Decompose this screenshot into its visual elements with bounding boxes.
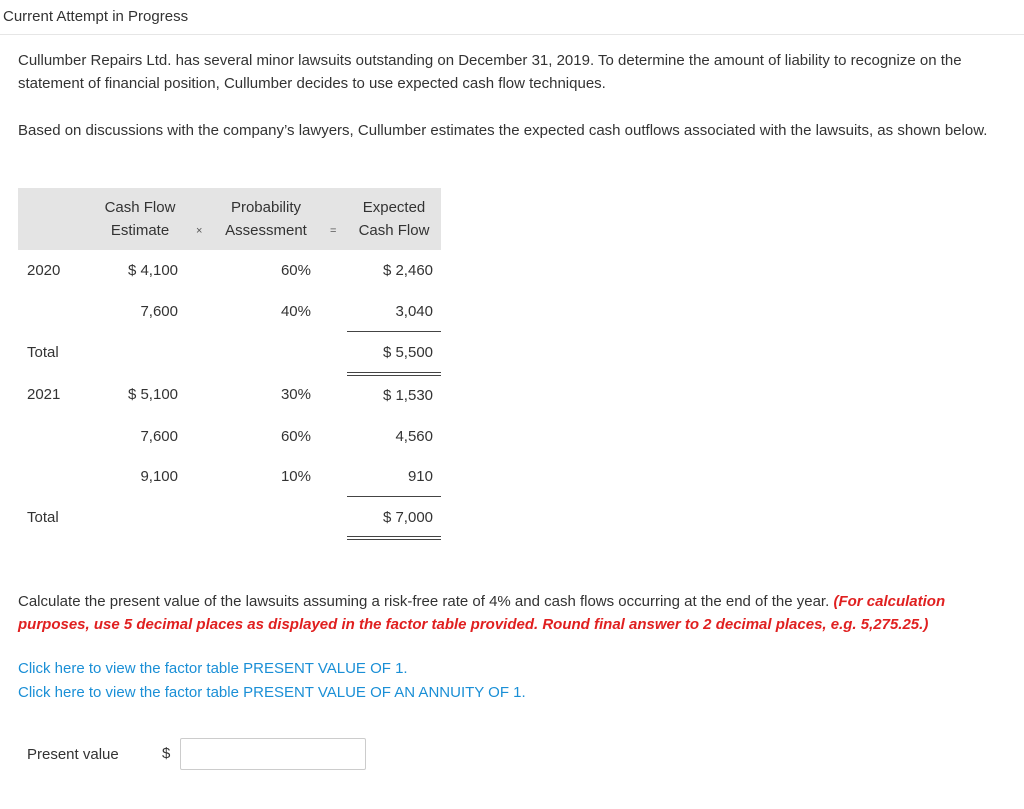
- row-expected: 910: [407, 468, 433, 485]
- currency-symbol: $: [162, 745, 171, 762]
- present-value-input[interactable]: [180, 738, 366, 770]
- row-cash-flow: 7,600: [140, 428, 178, 445]
- header-expected-line2: Cash Flow: [358, 222, 430, 239]
- row-cash-flow: 7,600: [140, 303, 178, 320]
- row-probability: 30%: [280, 386, 311, 403]
- question-instruction: (For calculation purposes, use 5 decimal places as displayed in the factor table provided. Round final answer to 2 decimal places, e.g. 5,275.25.): [18, 593, 946, 633]
- row-probability: 60%: [280, 262, 311, 279]
- present-value-label: Present value: [27, 746, 119, 763]
- header-probability-line2: Assessment: [225, 222, 307, 239]
- row-total-label: Total: [27, 509, 59, 526]
- header-cash-flow-line2: Estimate: [110, 222, 170, 239]
- row-total-value: $ 5,500: [382, 344, 433, 361]
- subtotal-rule: [347, 331, 441, 332]
- equals-operator: =: [330, 225, 337, 237]
- row-total-label: Total: [27, 344, 59, 361]
- row-probability: 10%: [280, 468, 311, 485]
- factor-table-annuity-link[interactable]: Click here to view the factor table PRESENT VALUE OF AN ANNUITY OF 1.: [18, 684, 526, 701]
- total-double-rule: [347, 372, 441, 376]
- factor-table-pv-link[interactable]: Click here to view the factor table PRESENT VALUE OF 1.: [18, 660, 408, 677]
- row-year: 2020: [27, 262, 61, 279]
- row-probability: 60%: [280, 428, 311, 445]
- row-expected: $ 1,530: [382, 387, 433, 404]
- intro-paragraph-2: Based on discussions with the company’s lawyers, Cullumber estimates the expected cash outflows associated with the lawsuits, as shown below.: [18, 122, 988, 139]
- header-expected-line1: Expected: [362, 199, 426, 216]
- title-divider: [0, 34, 1024, 35]
- page-title: Current Attempt in Progress: [3, 8, 189, 25]
- table-header: [18, 188, 441, 250]
- total-double-rule: [347, 536, 441, 540]
- row-expected: 3,040: [395, 303, 433, 320]
- row-cash-flow: $ 5,100: [127, 386, 178, 403]
- header-probability-line1: Probability: [230, 199, 302, 216]
- intro-paragraph-1: Cullumber Repairs Ltd. has several minor lawsuits outstanding on December 31, 2019. To determine the amount of liability to recognize on the statement of financial position, Cullumber decides to use expected cash flow techniques.: [18, 52, 962, 92]
- subtotal-rule: [347, 496, 441, 497]
- row-expected: 4,560: [395, 428, 433, 445]
- row-probability: 40%: [280, 303, 311, 320]
- row-cash-flow: $ 4,100: [127, 262, 178, 279]
- row-cash-flow: 9,100: [140, 468, 178, 485]
- row-total-value: $ 7,000: [382, 509, 433, 526]
- header-cash-flow-line1: Cash Flow: [104, 199, 176, 216]
- row-year: 2021: [27, 386, 61, 403]
- header-expected: [346, 196, 442, 242]
- header-cash-flow: [90, 196, 190, 242]
- times-operator: ×: [196, 225, 203, 237]
- header-probability: [216, 196, 316, 242]
- question-text: [18, 590, 1008, 636]
- row-expected: $ 2,460: [382, 262, 433, 279]
- question-body: Calculate the present value of the lawsuits assuming a risk-free rate of 4% and cash flows occurring at the end of the year.: [18, 593, 830, 610]
